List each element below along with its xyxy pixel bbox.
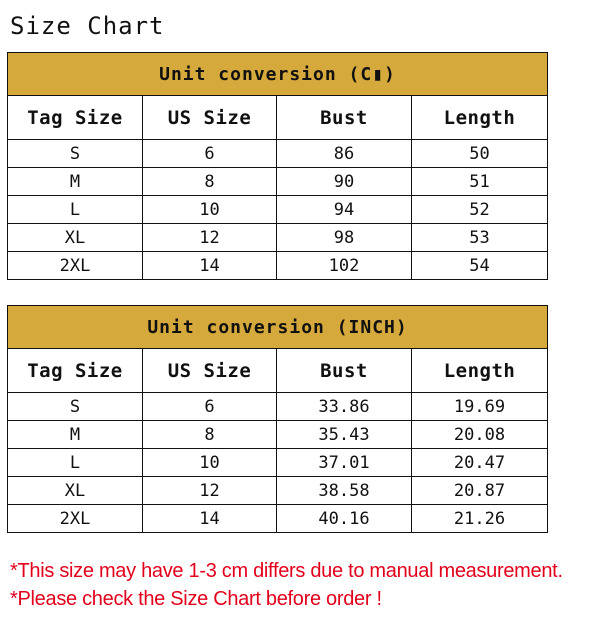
us-size-cell: 14	[143, 505, 277, 533]
tag-size-cell: 2XL	[8, 252, 143, 280]
bust-cell: 40.16	[277, 505, 412, 533]
length-cell: 53	[412, 224, 548, 252]
table-row	[8, 477, 548, 505]
table-row	[8, 421, 548, 449]
length-cell: 19.69	[412, 393, 548, 421]
us-size-cell: 10	[143, 196, 277, 224]
bust-cell: 38.58	[277, 477, 412, 505]
column-header-bust: Bust	[277, 96, 412, 140]
column-header-us-size: US Size	[143, 349, 277, 393]
table-row	[8, 140, 548, 168]
tag-size-cell: S	[8, 140, 143, 168]
us-size-cell: 8	[143, 168, 277, 196]
table-heading-cm: Unit conversion (C▮)	[8, 53, 548, 96]
us-size-cell: 6	[143, 140, 277, 168]
tag-size-cell: S	[8, 393, 143, 421]
size-table-cm	[7, 52, 548, 280]
length-cell: 52	[412, 196, 548, 224]
bust-cell: 37.01	[277, 449, 412, 477]
length-cell: 51	[412, 168, 548, 196]
tag-size-cell: M	[8, 421, 143, 449]
column-header-length: Length	[412, 96, 548, 140]
tag-size-cell: 2XL	[8, 505, 143, 533]
bust-cell: 98	[277, 224, 412, 252]
size-table-inch	[7, 305, 548, 533]
tag-size-cell: XL	[8, 224, 143, 252]
table-heading-inch: Unit conversion (INCH)	[8, 306, 548, 349]
bust-cell: 94	[277, 196, 412, 224]
table-row	[8, 449, 548, 477]
tag-size-cell: XL	[8, 477, 143, 505]
us-size-cell: 8	[143, 421, 277, 449]
tag-size-cell: L	[8, 449, 143, 477]
length-cell: 50	[412, 140, 548, 168]
us-size-cell: 12	[143, 477, 277, 505]
length-cell: 20.08	[412, 421, 548, 449]
length-cell: 21.26	[412, 505, 548, 533]
column-header-us-size: US Size	[143, 96, 277, 140]
check-chart-note: *Please check the Size Chart before order !	[10, 588, 382, 610]
measurement-note: *This size may have 1-3 cm differs due to manual measurement.	[10, 560, 563, 582]
tag-size-cell: L	[8, 196, 143, 224]
bust-cell: 90	[277, 168, 412, 196]
bust-cell: 86	[277, 140, 412, 168]
table-row	[8, 168, 548, 196]
table-row	[8, 196, 548, 224]
us-size-cell: 12	[143, 224, 277, 252]
bust-cell: 33.86	[277, 393, 412, 421]
column-header-length: Length	[412, 349, 548, 393]
tag-size-cell: M	[8, 168, 143, 196]
us-size-cell: 6	[143, 393, 277, 421]
table-row	[8, 252, 548, 280]
us-size-cell: 10	[143, 449, 277, 477]
length-cell: 20.87	[412, 477, 548, 505]
bust-cell: 35.43	[277, 421, 412, 449]
table-row	[8, 393, 548, 421]
us-size-cell: 14	[143, 252, 277, 280]
column-header-bust: Bust	[277, 349, 412, 393]
table-row	[8, 505, 548, 533]
table-row	[8, 224, 548, 252]
column-header-tag-size: Tag Size	[8, 96, 143, 140]
bust-cell: 102	[277, 252, 412, 280]
page-title: Size Chart	[10, 12, 165, 40]
length-cell: 20.47	[412, 449, 548, 477]
length-cell: 54	[412, 252, 548, 280]
column-header-tag-size: Tag Size	[8, 349, 143, 393]
